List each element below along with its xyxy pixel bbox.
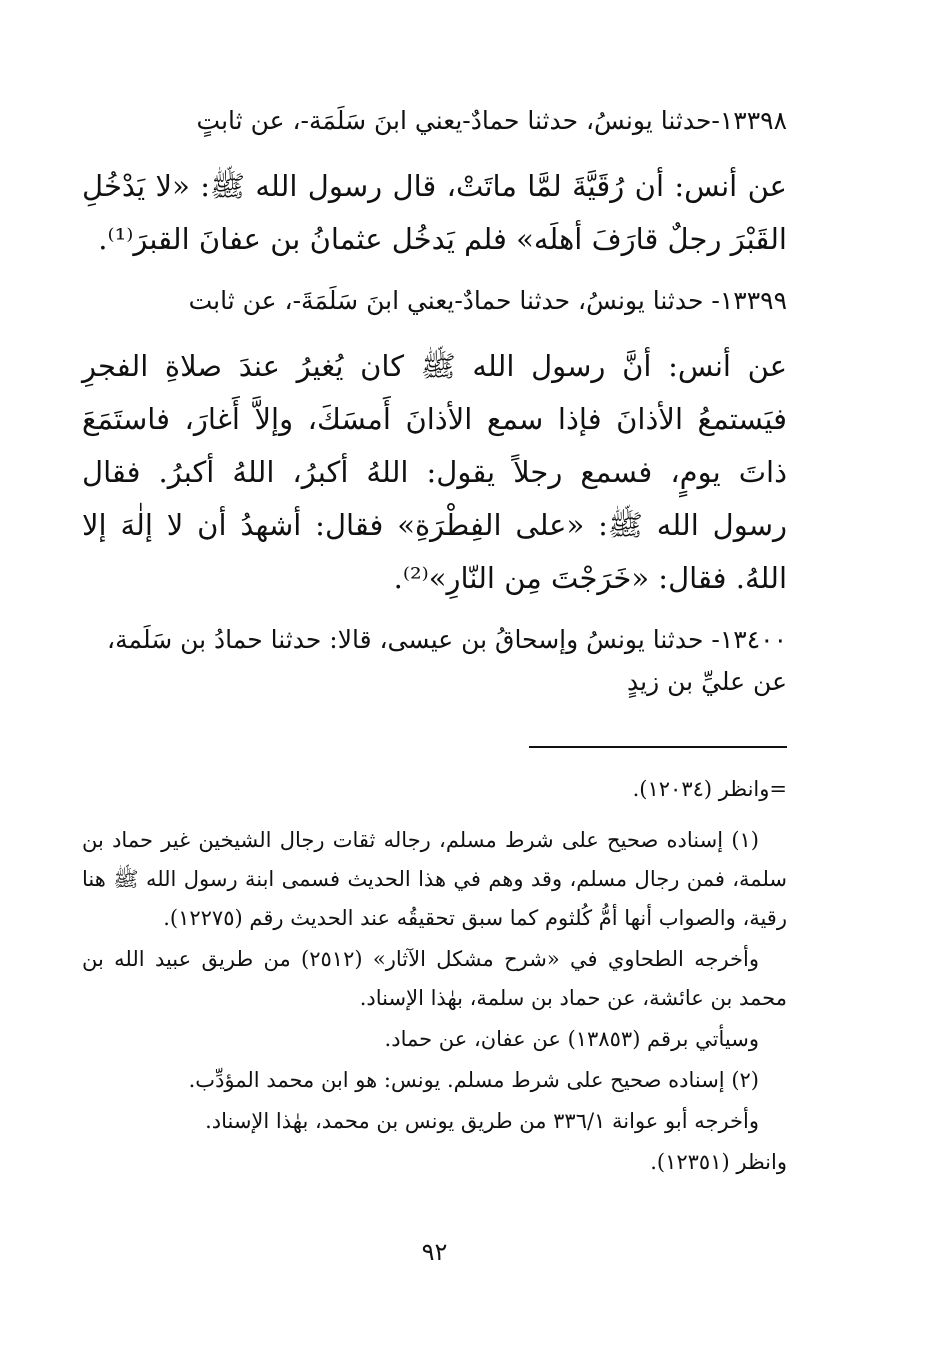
footnote-paragraph: وانظر (١٢٣٥١). (650, 1150, 787, 1174)
main-text (82, 100, 787, 703)
book-page (82, 100, 787, 1270)
footnotes (82, 770, 787, 1184)
hadith-isnad: ١٣٣٩٨-حدثنا يونسُ، حدثنا حمادٌ-يعني ابنَ سَلَمَة-، عن ثابتٍ (196, 106, 787, 135)
footnote-paragraph: وسيأتي برقم (١٣٨٥٣) عن عفان، عن حماد. (384, 1027, 759, 1051)
footnote-paragraph: وأخرجه الطحاوي في «شرح مشكل الآثار» (٢٥١٢) من طريق عبيد الله بن محمد بن عائشة، عن حماد بن سلمة، بهٰذا الإسناد. (82, 947, 787, 1010)
footnote-continuation: =وانظر (١٢٠٣٤). (632, 777, 787, 801)
hadith-matn: عن أنس: أن رُقَيَّةَ لمَّا ماتَتْ، قال رسول الله ﷺ: «لا يَدْخُلِ القَبْرَ رجلٌ قارَفَ أهلَه» فلم يَدخُل عثمانُ بن عفانَ القبرَ⁽¹⁾. (82, 169, 787, 256)
hadith-isnad: ١٣٣٩٩- حدثنا يونسُ، حدثنا حمادٌ-يعني ابنَ سَلَمَةَ-، عن ثابت (188, 286, 787, 315)
footnote-paragraph: (٢) إسناده صحيح على شرط مسلم. يونس: هو ابن محمد المؤدِّب. (188, 1068, 759, 1092)
footnote-paragraph: (١) إسناده صحيح على شرط مسلم، رجاله ثقات رجال الشيخين غير حماد بن سلمة، فمن رجال مسلم، وقد وهم في هذا الحديث فسمى ابنة رسول الله ﷺ هنا رقية، والصواب أنها أمُّ كُلثوم كما سبق تحقيقُه عند الحديث رقم (١٢٢٧٥). (82, 828, 787, 930)
page-number: ٩٢ (421, 1238, 448, 1266)
hadith-isnad: ١٣٤٠٠- حدثنا يونسُ وإسحاقُ بن عيسى، قالا: حدثنا حمادُ بن سَلَمة، عن عليِّ بن زيدٍ (107, 625, 787, 696)
footnote-paragraph: وأخرجه أبو عوانة ٣٣٦/١ من طريق يونس بن محمد، بهٰذا الإسناد. (205, 1109, 759, 1133)
footnote-divider (529, 746, 787, 748)
hadith-matn: عن أنس: أنَّ رسول الله ﷺ كان يُغيرُ عندَ صلاةِ الفجرِ فيَستمعُ الأذانَ فإذا سمع الأذانَ أَمسَكَ، وإلاَّ أَغارَ، فاستَمَعَ ذاتَ يومٍ، فسمع رجلاً يقول: اللهُ أكبرُ، اللهُ أكبرُ. فقال رسول الله ﷺ: «على الفِطْرَةِ» فقال: أشهدُ أن لا إلٰهَ إلا اللهُ. فقال: «خَرَجْتَ مِن النّارِ»⁽²⁾. (82, 349, 787, 595)
